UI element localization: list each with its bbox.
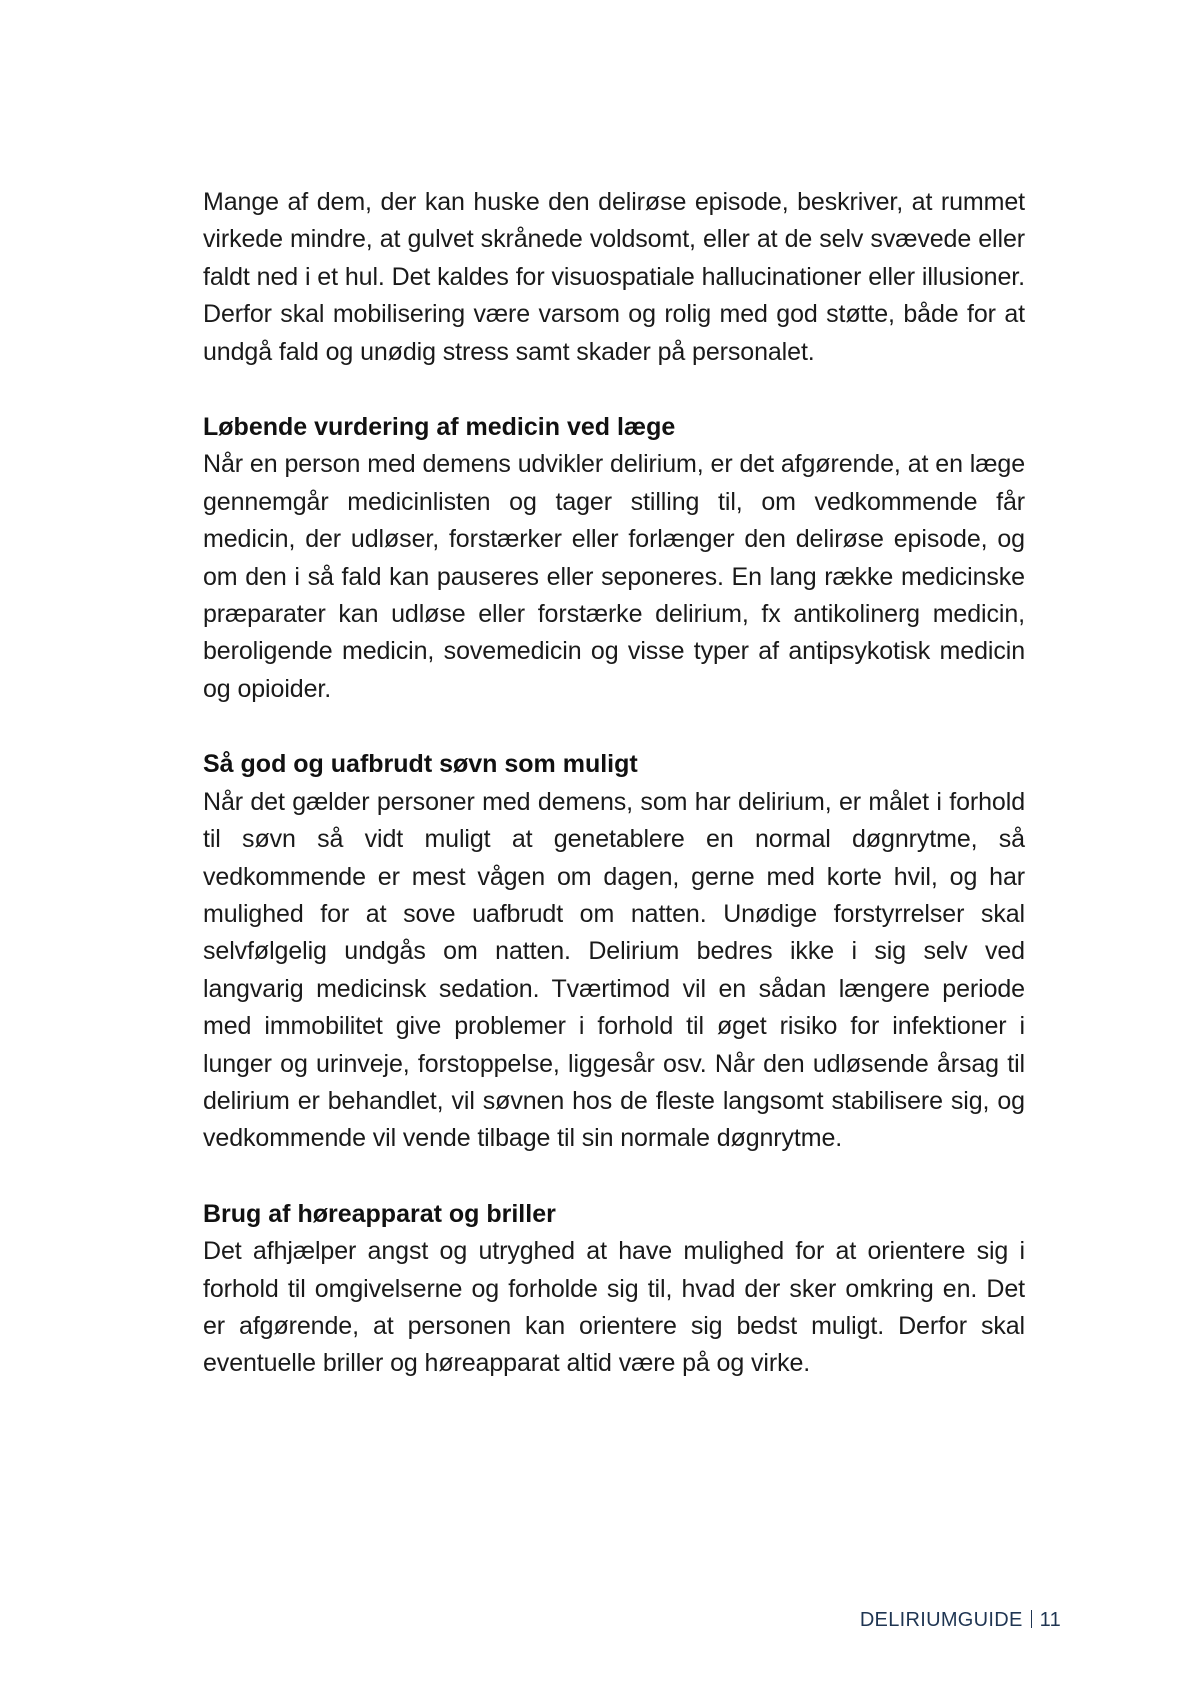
section-paragraph: Når en person med demens udvikler delirium, er det afgørende, at en læge gennemgår medicinlisten og tager stilling til, om vedkommende får medicin, der udløser, forstærker eller forlænger den delirøse episode, og om den i så fald kan pauseres eller seponeres. En lang række medicinske præparater kan udløse eller forstærke delirium, fx antikolinerg medicin, beroligende medicin, sovemedicin og visse typer af antipsykotisk medicin og opioider. — [203, 450, 1025, 703]
section-medication-review — [203, 409, 1025, 708]
footer-divider — [1031, 1610, 1032, 1628]
section-heading: Så god og uafbrudt søvn som muligt — [203, 750, 638, 779]
section-paragraph: Når det gælder personer med demens, som har delirium, er målet i forhold til søvn så vidt muligt at genetablere en normal døgnrytme, så vedkommende er mest vågen om dagen, gerne med korte hvil, og har mulighed for at sove uafbrudt om natten. Unødige forstyrrelser skal selvfølgelig undgås om natten. Delirium bedres ikke i sig selv ved langvarig medicinsk sedation. Tværtimod vil en sådan længere periode med immobilitet give problemer i forhold til øget risiko for infektioner i lunger og urinveje, forstoppelse, liggesår osv. Når den udløsende årsag til delirium er behandlet, vil søvnen hos de fleste langsomt stabilisere sig, og vedkommende vil vende tilbage til sin normale døgnrytme. — [203, 787, 1025, 1153]
page-number: 11 — [1039, 1609, 1061, 1631]
section-heading: Løbende vurdering af medicin ved læge — [203, 413, 676, 442]
section-sleep — [203, 746, 1025, 1157]
intro-paragraph: Mange af dem, der kan huske den delirøse episode, beskriver, at rummet virkede mindre, at gulvet skrånede voldsomt, eller at de selv svævede eller faldt ned i et hul. Det kaldes for visuospatiale hallucinationer eller illusioner. Derfor skal mobilisering være varsom og rolig med god støtte, både for at undgå fald og unødig stress samt skader på personalet. — [203, 188, 1025, 366]
section-hearing-aid-glasses — [203, 1196, 1025, 1383]
page-footer — [860, 1609, 1061, 1632]
footer-title: DELIRIUMGUIDE — [859, 1609, 1023, 1631]
section-paragraph: Det afhjælper angst og utryghed at have mulighed for at orientere sig i forhold til omgivelserne og forholde sig til, hvad der sker omkring en. Det er afgørende, at personen kan orientere sig bedst muligt. Derfor skal eventuelle briller og høreapparat altid være på og virke. — [203, 1237, 1025, 1378]
document-body — [203, 184, 1025, 1383]
section-heading: Brug af høreapparat og briller — [203, 1199, 556, 1228]
